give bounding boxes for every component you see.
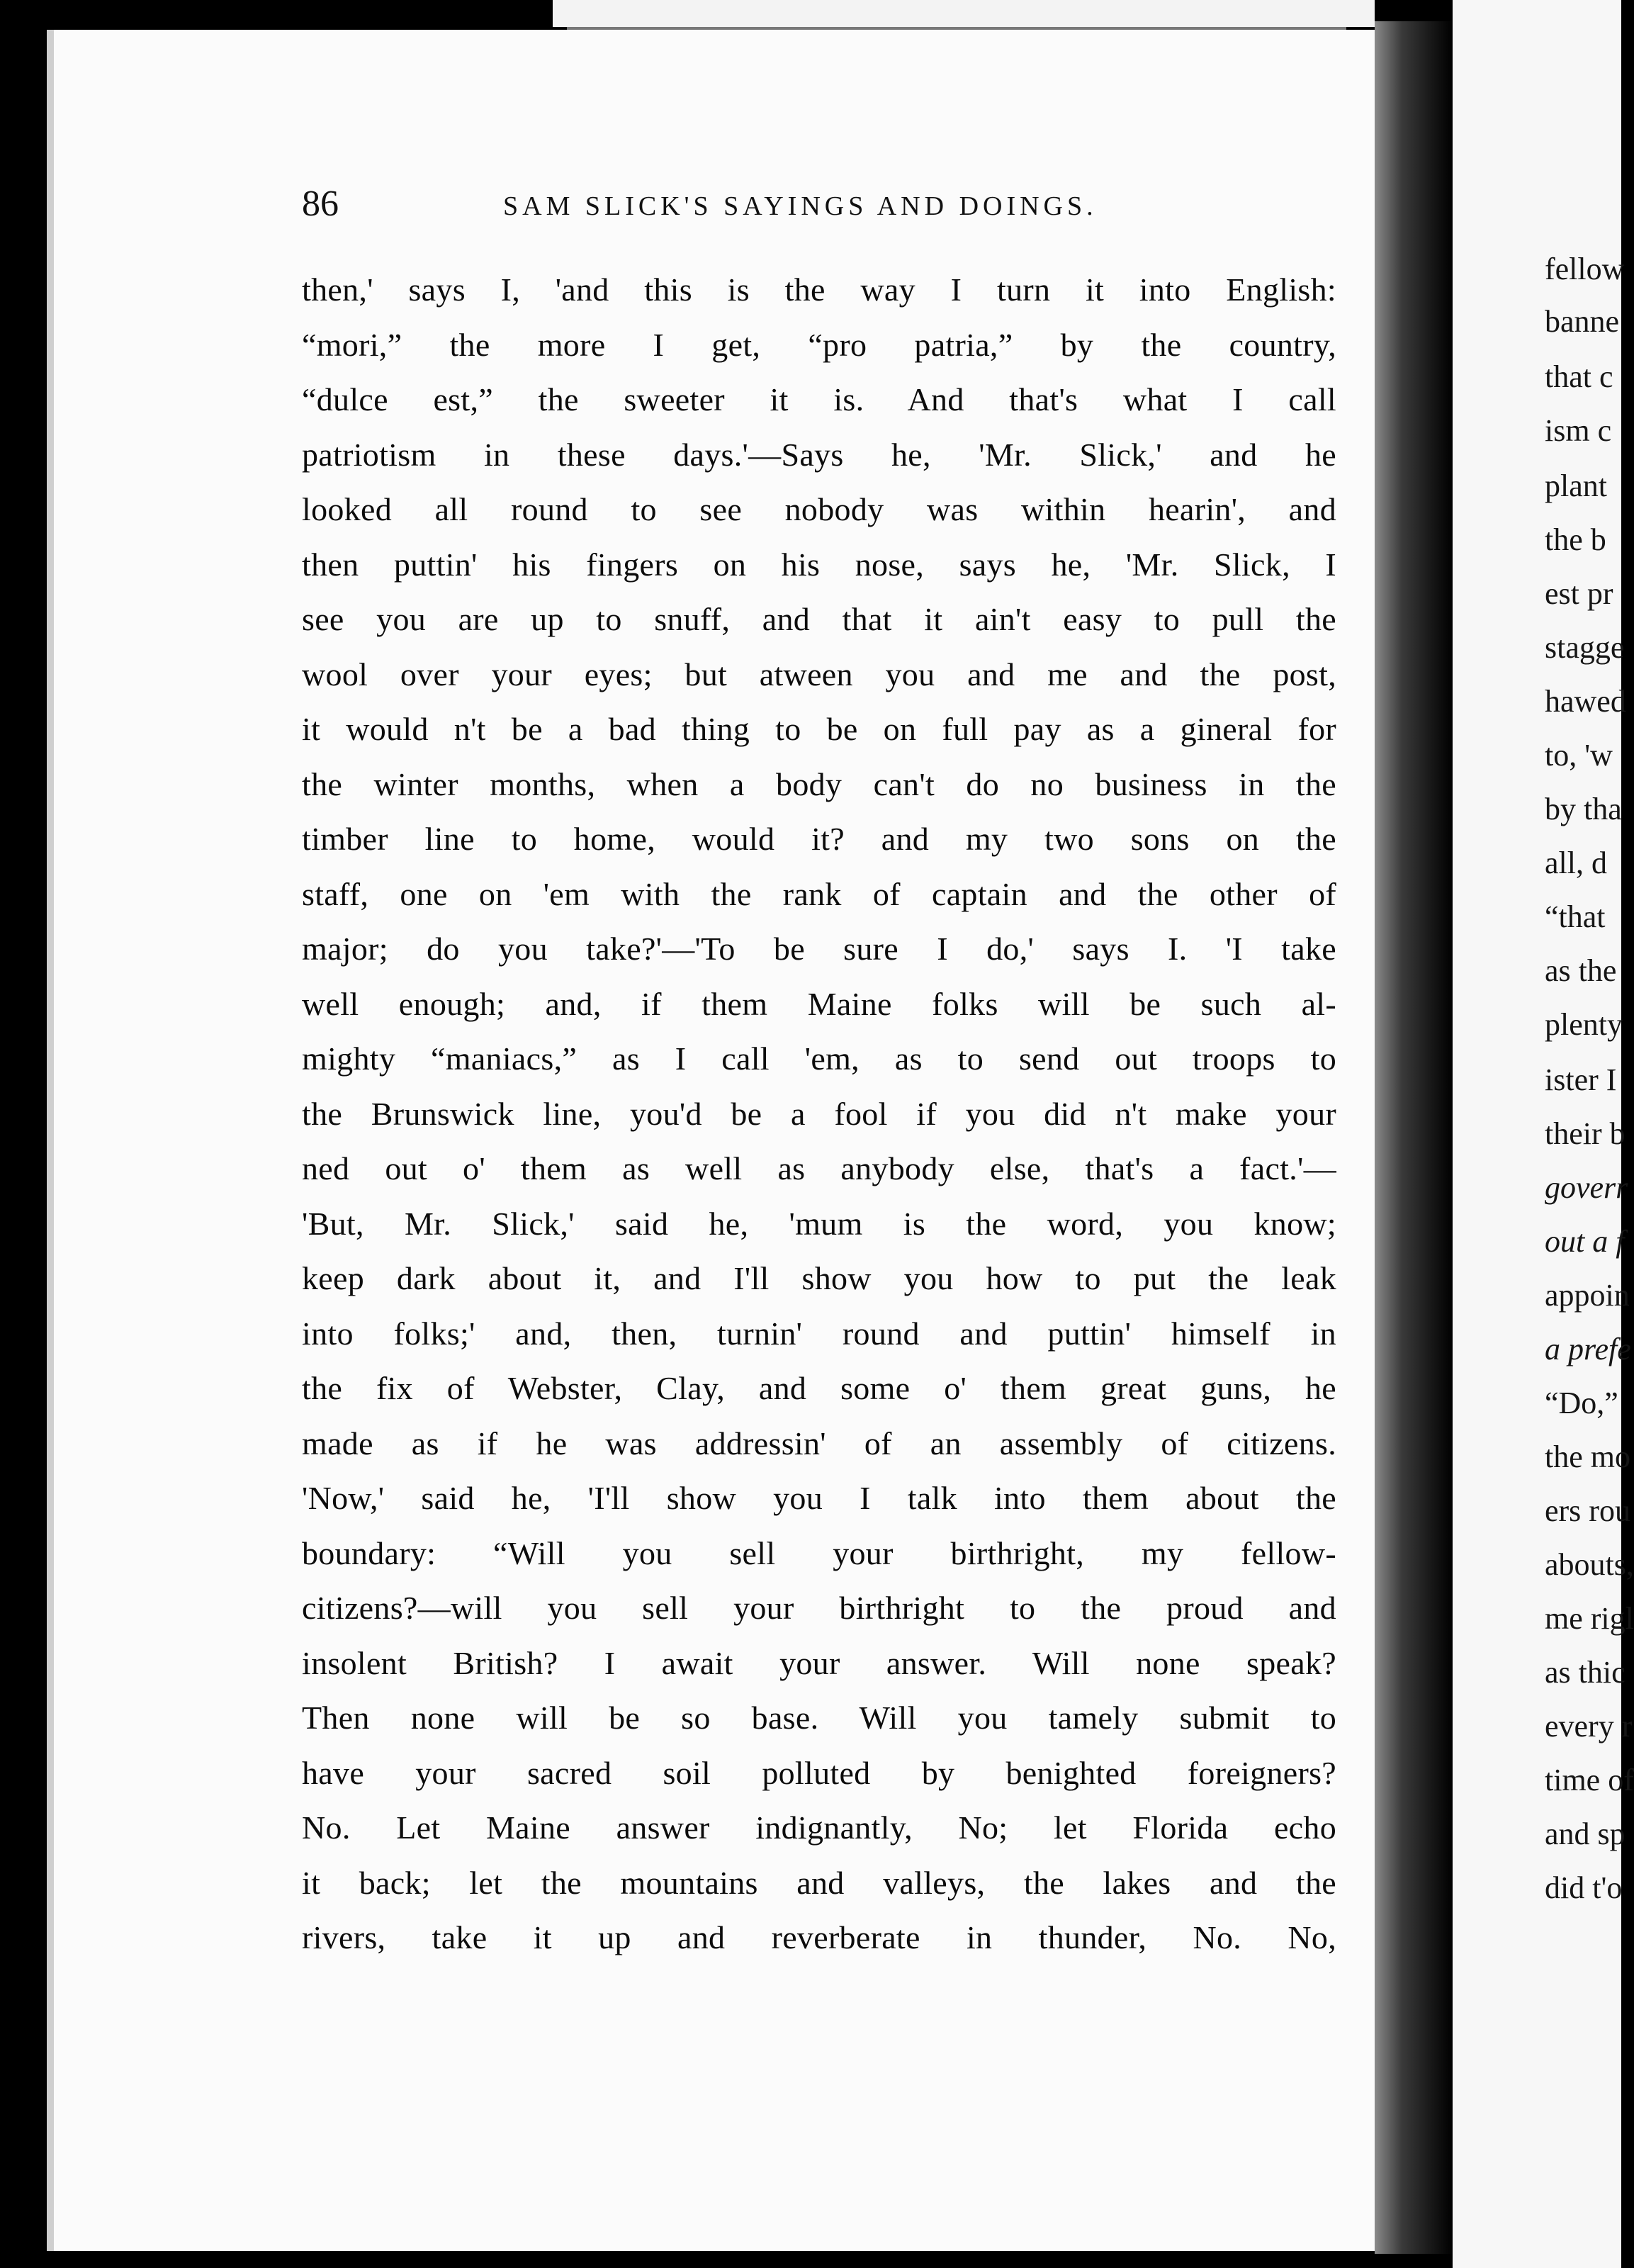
right-page-fragment: out a f xyxy=(1545,1224,1625,1259)
text-line: made as if he was addressin' of an assembly of citizens. xyxy=(302,1425,1336,1461)
text-line: major; do you take?'—'To be sure I do,' says I. 'I take xyxy=(302,931,1336,967)
text-line: then puttin' his fingers on his nose, says he, 'Mr. Slick, I xyxy=(302,546,1336,583)
right-page-fragment: banne xyxy=(1545,304,1620,339)
text-line: the fix of Webster, Clay, and some o' them great guns, he xyxy=(302,1370,1336,1406)
text-line: “mori,” the more I get, “pro patria,” by the country, xyxy=(302,326,1336,363)
right-page-fragment: plant xyxy=(1545,468,1607,503)
text-line: keep dark about it, and I'll show you how to put the leak xyxy=(302,1260,1336,1296)
text-line: rivers, take it up and reverberate in thunder, No. No, xyxy=(302,1919,1336,1955)
text-line: Then none will be so base. Will you tamely submit to xyxy=(302,1700,1336,1736)
right-page-fragment: as thic xyxy=(1545,1655,1625,1690)
right-page xyxy=(1453,0,1634,2268)
scan-top-edge xyxy=(553,0,1375,27)
text-line: boundary: “Will you sell your birthright, my fellow- xyxy=(302,1534,1336,1571)
text-line: see you are up to snuff, and that it ain't easy to pull the xyxy=(302,601,1336,637)
text-line: staff, one on 'em with the rank of captain and the other of xyxy=(302,875,1336,912)
right-page-fragment: “that xyxy=(1545,899,1606,934)
text-line: the winter months, when a body can't do no business in the xyxy=(302,765,1336,802)
text-line: then,' says I, 'and this is the way I turn it into English: xyxy=(302,271,1336,308)
text-line: into folks;' and, then, turnin' round and puttin' himself in xyxy=(302,1315,1336,1352)
page-number: 86 xyxy=(302,184,339,224)
text-line: well enough; and, if them Maine folks will be such al- xyxy=(302,985,1336,1022)
right-page-fragment: est pr xyxy=(1545,576,1613,611)
right-page-fragment: by tha xyxy=(1545,792,1622,826)
right-page-fragment: the mo xyxy=(1545,1439,1630,1474)
right-page-fragment: time of xyxy=(1545,1763,1634,1797)
right-page-fragment: fellow xyxy=(1545,252,1625,286)
text-line: wool over your eyes; but atween you and me and the post, xyxy=(302,656,1336,692)
right-page-fragment: ers rou xyxy=(1545,1493,1630,1528)
text-line: 'Now,' said he, 'I'll show you I talk into them about the xyxy=(302,1480,1336,1516)
text-line: ned out o' them as well as anybody else, that's a fact.'— xyxy=(302,1150,1336,1186)
text-line: “dulce est,” the sweeter it is. And that's what I call xyxy=(302,381,1336,417)
book-gutter xyxy=(1375,21,1453,2254)
right-page-fragment: abouts, xyxy=(1545,1547,1634,1582)
page-header xyxy=(302,186,1351,235)
running-head: SAM SLICK'S SAYINGS AND DOINGS. xyxy=(503,191,1098,221)
right-page-fragment: goverr xyxy=(1545,1170,1628,1205)
text-line: patriotism in these days.'—Says he, 'Mr. Slick,' and he xyxy=(302,436,1336,473)
text-line: have your sacred soil polluted by benighted foreigners? xyxy=(302,1754,1336,1791)
text-line: citizens?—will you sell your birthright to the proud and xyxy=(302,1590,1336,1626)
body-text xyxy=(302,262,1336,1965)
text-line: 'But, Mr. Slick,' said he, 'mum is the word, you know; xyxy=(302,1205,1336,1242)
right-page-fragment: their b xyxy=(1545,1116,1625,1151)
right-page-fragment: stagge xyxy=(1545,630,1625,665)
right-page-fragment: the b xyxy=(1545,522,1606,557)
text-line: No. Let Maine answer indignantly, No; let Florida echo xyxy=(302,1809,1336,1846)
right-page-fragment: a prefe xyxy=(1545,1332,1631,1366)
right-page-fragment: and sp xyxy=(1545,1817,1625,1851)
text-line: insolent British? I await your answer. Will none speak? xyxy=(302,1644,1336,1681)
text-line: timber line to home, would it? and my two sons on the xyxy=(302,821,1336,857)
text-line: looked all round to see nobody was within hearin', and xyxy=(302,491,1336,527)
right-page-fragment: ism c xyxy=(1545,413,1612,448)
text-line: mighty “maniacs,” as I call 'em, as to send out troops to xyxy=(302,1040,1336,1077)
text-line: the Brunswick line, you'd be a fool if you did n't make your xyxy=(302,1095,1336,1132)
right-page-fragment: ister I xyxy=(1545,1062,1617,1097)
right-page-fragment: every r xyxy=(1545,1709,1633,1744)
text-line: it would n't be a bad thing to be on full pay as a gineral for xyxy=(302,711,1336,747)
right-page-fragment: all, d xyxy=(1545,846,1607,880)
right-page-fragment: “Do,” xyxy=(1545,1386,1618,1420)
right-page-fragment: as the xyxy=(1545,953,1617,988)
right-page-fragment: plenty xyxy=(1545,1007,1623,1042)
right-page-fragment: appoin xyxy=(1545,1278,1630,1313)
left-page-edge xyxy=(47,30,54,2251)
right-page-fragment: did t'o xyxy=(1545,1870,1623,1905)
right-page-fragment: me rigl xyxy=(1545,1601,1634,1636)
right-page-fragment: hawed xyxy=(1545,684,1626,719)
right-page-fragment: to, 'w xyxy=(1545,738,1613,773)
text-line: it back; let the mountains and valleys, the lakes and the xyxy=(302,1864,1336,1901)
right-page-fragment: that c xyxy=(1545,359,1613,394)
